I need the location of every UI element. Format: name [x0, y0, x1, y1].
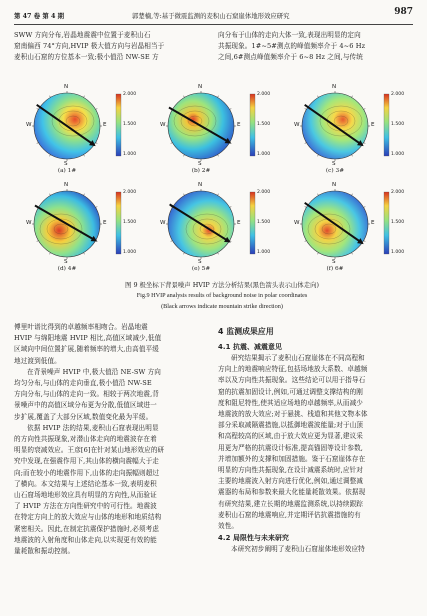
- text-line: 山石窟场地地形效应具有明显的方向性,从而验证: [14, 491, 157, 500]
- page-number: 987: [394, 7, 413, 17]
- tick-mark: [37, 143, 39, 144]
- subsection-heading: 4.1 抗震、减震意见: [218, 343, 282, 351]
- colorbar-max-label: 2.000: [257, 190, 271, 195]
- compass-west-label: W: [160, 220, 166, 226]
- text-line: 均匀分布,与山体的走向垂直,极小值沿 NW-SE: [14, 379, 152, 388]
- page-header: [14, 6, 413, 25]
- text-line: 依据 HVIP 法的结果,麦积山石窟表现出明显: [27, 423, 159, 432]
- polar-plot: [12, 80, 146, 177]
- text-line: 傅里叶谱比得到的卓越频率相吻合。岩晶地震: [14, 323, 148, 331]
- tick-mark: [305, 207, 307, 208]
- text-line: HVIP 与绵阳地震 HVIP 相比,高值区域减少,低值: [14, 334, 162, 343]
- tick-mark: [37, 109, 39, 110]
- colorbar-min-label: 1.000: [391, 152, 405, 157]
- polar-plot: [280, 80, 414, 177]
- tick-mark: [84, 96, 85, 98]
- text-line: 方向上的地震响应特征,包括场地放大系数、卓越频: [218, 365, 368, 374]
- tick-mark: [352, 194, 353, 196]
- text-line: 在特定方向上的放大效应与山体的地形和地质结构: [14, 513, 162, 522]
- compass-east-label: E: [371, 220, 375, 226]
- compass-east-label: E: [237, 122, 241, 128]
- colorbar-max-label: 2.000: [391, 190, 405, 195]
- tick-mark: [96, 109, 98, 110]
- compass-east-label: E: [103, 122, 107, 128]
- colorbar-max-label: 2.000: [123, 92, 137, 97]
- colorbar-min-label: 1.000: [257, 152, 271, 157]
- figure-caption-en: Fig.9 HVIP analysis results of background noise in polar coordinates: [136, 292, 308, 299]
- text-line: 和高程较高的区域,由于放大效应更为显著,建议采: [218, 432, 363, 441]
- subsection-heading: 4.2 局限性与未来研究: [218, 534, 289, 543]
- compass-south-label: S: [332, 161, 336, 167]
- colorbar-mid-label: 1.500: [123, 122, 137, 127]
- tick-mark: [318, 96, 319, 98]
- text-line: 明显的衰减效应。王彦[6]在针对某山地形效应的研: [14, 446, 165, 455]
- text-line: SWW 方向分布,岩晶地震震中位置于麦积山石: [14, 31, 151, 39]
- text-line: 研究结果揭示了麦积山石窟崖体在不同高程和: [231, 354, 365, 362]
- subplot-label: (b) 2#: [191, 168, 211, 174]
- figure-9: [12, 80, 415, 316]
- text-line: 地过渡到低值。: [14, 356, 61, 365]
- text-line: 本研究初步阐明了麦积山石窟崖体地形效应特: [231, 545, 365, 554]
- compass-south-label: S: [198, 161, 202, 167]
- compass-east-label: E: [237, 220, 241, 226]
- text-line: 紧密相关。因此,在制定抗震保护措施时,必须考虑: [14, 524, 159, 533]
- text-line: 窟南偏西 74°方向,HVIP 极大值方向与岩晶相当于: [14, 42, 165, 51]
- tick-mark: [218, 194, 219, 196]
- tick-mark: [171, 143, 173, 144]
- polar-plot: [146, 80, 280, 177]
- compass-west-label: W: [26, 122, 32, 128]
- text-line: 度和阻尼特性,使其适应场地的卓越频率,从而减少: [218, 398, 363, 407]
- colorbar-mid-label: 1.500: [257, 220, 271, 225]
- tick-mark: [305, 109, 307, 110]
- colorbar: [384, 94, 389, 156]
- tick-mark: [230, 109, 232, 110]
- tick-mark: [184, 96, 185, 98]
- compass-west-label: W: [294, 122, 300, 128]
- colorbar-max-label: 2.000: [391, 92, 405, 97]
- tick-mark: [318, 155, 319, 157]
- text-line: 地震波的放大效应;对于悬挑、栈道和其他文物本体: [218, 410, 368, 419]
- tick-mark: [352, 96, 353, 98]
- figure-caption-cn: 图 9 极坐标下背景噪声 HVIP 方法分析结果(黑色箭头表示山体走向): [125, 281, 319, 289]
- compass-south-label: S: [332, 259, 336, 265]
- colorbar: [116, 94, 121, 156]
- tick-mark: [84, 155, 85, 157]
- tick-mark: [364, 241, 366, 242]
- text-line: 了横向。本文结果与上述结论基本一致,表明麦积: [14, 479, 157, 488]
- tick-mark: [171, 241, 173, 242]
- text-line: 共振现象。1#~5#测点的峰值频率介于 4~6 Hz: [218, 42, 366, 51]
- running-title: 郭楚楠,等:基于微震监测的麦积山石窟崖体地形效应研究: [132, 12, 290, 20]
- colorbar-max-label: 2.000: [257, 92, 271, 97]
- tick-mark: [184, 194, 185, 196]
- polar-plot: [146, 178, 280, 275]
- colorbar: [250, 192, 255, 254]
- volume-label: 第 47 卷 第 4 期: [14, 12, 65, 20]
- colorbar: [384, 192, 389, 254]
- top-right-column: [218, 30, 413, 64]
- subsection-body: [218, 353, 413, 532]
- text-line: 效性。: [218, 522, 239, 531]
- text-line: 景噪声中的高值区域分布更为分散,低值区域进一: [14, 401, 157, 410]
- compass-south-label: S: [64, 259, 68, 265]
- top-left-column: [14, 30, 207, 64]
- compass-north-label: N: [64, 84, 69, 90]
- section-heading: 4 监测成果应用: [218, 327, 274, 336]
- text-line: 区域向中间位置扩展,随着频率的增大,由高值平缓: [14, 345, 159, 354]
- text-line: 的方向性共振现象,对潜山体走向的地震波存在着: [14, 435, 157, 444]
- colorbar-max-label: 2.000: [123, 190, 137, 195]
- tick-mark: [230, 207, 232, 208]
- tick-mark: [50, 194, 51, 196]
- compass-west-label: W: [294, 220, 300, 226]
- colorbar-min-label: 1.000: [257, 250, 271, 255]
- tick-mark: [318, 194, 319, 196]
- text-line: 率以及方向性共振现象。这些结论可以用于指导石: [218, 376, 366, 385]
- tick-mark: [318, 253, 319, 255]
- tick-mark: [37, 241, 39, 242]
- tick-mark: [305, 241, 307, 242]
- text-line: 有研究结果,建立长期的地震监测系统,以持续跟踪: [218, 499, 363, 508]
- compass-north-label: N: [332, 182, 337, 188]
- compass-east-label: E: [371, 122, 375, 128]
- compass-south-label: S: [198, 259, 202, 265]
- tick-mark: [364, 207, 366, 208]
- colorbar-min-label: 1.000: [391, 250, 405, 255]
- compass-north-label: N: [198, 84, 203, 90]
- tick-mark: [352, 155, 353, 157]
- tick-mark: [50, 96, 51, 98]
- polar-plot: [280, 178, 414, 275]
- text-line: 向分布于山体的走向大体一致,表现出明显的定向: [218, 31, 361, 39]
- tick-mark: [218, 253, 219, 255]
- bottom-right-column: [218, 322, 413, 555]
- tick-mark: [364, 143, 366, 144]
- bottom-left-column: [14, 322, 207, 557]
- tick-mark: [305, 143, 307, 144]
- tick-mark: [84, 253, 85, 255]
- colorbar-min-label: 1.000: [123, 152, 137, 157]
- tick-mark: [84, 194, 85, 196]
- text-line: 明显的方向性共振现象,在设计减震系统时,应针对: [218, 466, 363, 475]
- tick-mark: [96, 207, 98, 208]
- colorbar: [250, 94, 255, 156]
- tick-mark: [184, 155, 185, 157]
- figure-caption-en-note: (Black arrows indicate mountain strike direction): [161, 303, 283, 310]
- tick-mark: [352, 253, 353, 255]
- tick-mark: [218, 96, 219, 98]
- subplot-label: (c) 3#: [325, 168, 345, 174]
- compass-north-label: N: [332, 84, 337, 90]
- tick-mark: [218, 155, 219, 157]
- compass-east-label: E: [103, 220, 107, 226]
- text-line: 麦积山石窟的方位基本一致;极小值沿 NW-SE 方: [14, 53, 159, 62]
- subsection-body: [218, 544, 413, 555]
- text-line: 究中发现,在强震作用下,其山体的横向震幅大于走: [14, 457, 159, 466]
- text-line: 向;而在较小的地震作用下,山体的走向振幅则超过: [14, 468, 160, 477]
- text-line: 窟的抗震加固设计,例如,可通过调整支撑结构的刚: [218, 387, 363, 396]
- compass-west-label: W: [26, 220, 32, 226]
- text-line: 部分采取减隔震措施,以抵御地震波能量;对于山顶: [218, 421, 364, 430]
- subplot-label: (f) 6#: [326, 266, 344, 272]
- colorbar-mid-label: 1.500: [391, 220, 405, 225]
- text-line: 方向分布,与山体的走向一致。相较于两次地震,背: [14, 390, 159, 399]
- tick-mark: [50, 253, 51, 255]
- colorbar-mid-label: 1.500: [123, 220, 137, 225]
- text-line: 地震波的入射角度和山体走向,以实现更有效的能: [14, 535, 157, 544]
- compass-west-label: W: [160, 122, 166, 128]
- colorbar-mid-label: 1.500: [257, 122, 271, 127]
- tick-mark: [364, 109, 366, 110]
- colorbar-mid-label: 1.500: [391, 122, 405, 127]
- text-line: 了 HVIP 方法在方向性研究中的可行性。地震波: [14, 502, 157, 511]
- subplot-label: (d) 4#: [57, 266, 77, 272]
- text-line: 并增加额外的支撑和加固措施。鉴于石窟崖体存在: [218, 454, 366, 463]
- subplot-label: (a) 1#: [57, 168, 77, 174]
- colorbar-min-label: 1.000: [123, 250, 137, 255]
- compass-north-label: N: [198, 182, 203, 188]
- text-line: 之间,6#测点峰值频率介于 6~8 Hz 之间,与传统: [218, 53, 363, 62]
- text-line: 主要的地震波入射方向进行优化,例如,通过调整减: [218, 477, 363, 486]
- text-line: 震器的布局和参数来最大化能量耗散效果。依据现: [218, 488, 366, 497]
- text-line: 量耗散和振动控制。: [14, 547, 75, 556]
- polar-plot: [12, 178, 146, 275]
- compass-south-label: S: [64, 161, 68, 167]
- text-line: 麦积山石窟的地震响应,并定期评估抗震措施的有: [218, 510, 361, 519]
- text-line: 步扩展,覆盖了大部分区域,数值变化最为平缓。: [14, 412, 153, 421]
- tick-mark: [184, 253, 185, 255]
- subplot-label: (e) 5#: [191, 266, 211, 272]
- tick-mark: [96, 143, 98, 144]
- text-line: 用更为严格的抗震设计标准,提高锚固等设计参数,: [218, 443, 363, 452]
- colorbar: [116, 192, 121, 254]
- text-line: 在背景噪声 HVIP 中,极大值沿 NE-SW 方向: [27, 367, 161, 376]
- compass-north-label: N: [64, 182, 69, 188]
- tick-mark: [50, 155, 51, 157]
